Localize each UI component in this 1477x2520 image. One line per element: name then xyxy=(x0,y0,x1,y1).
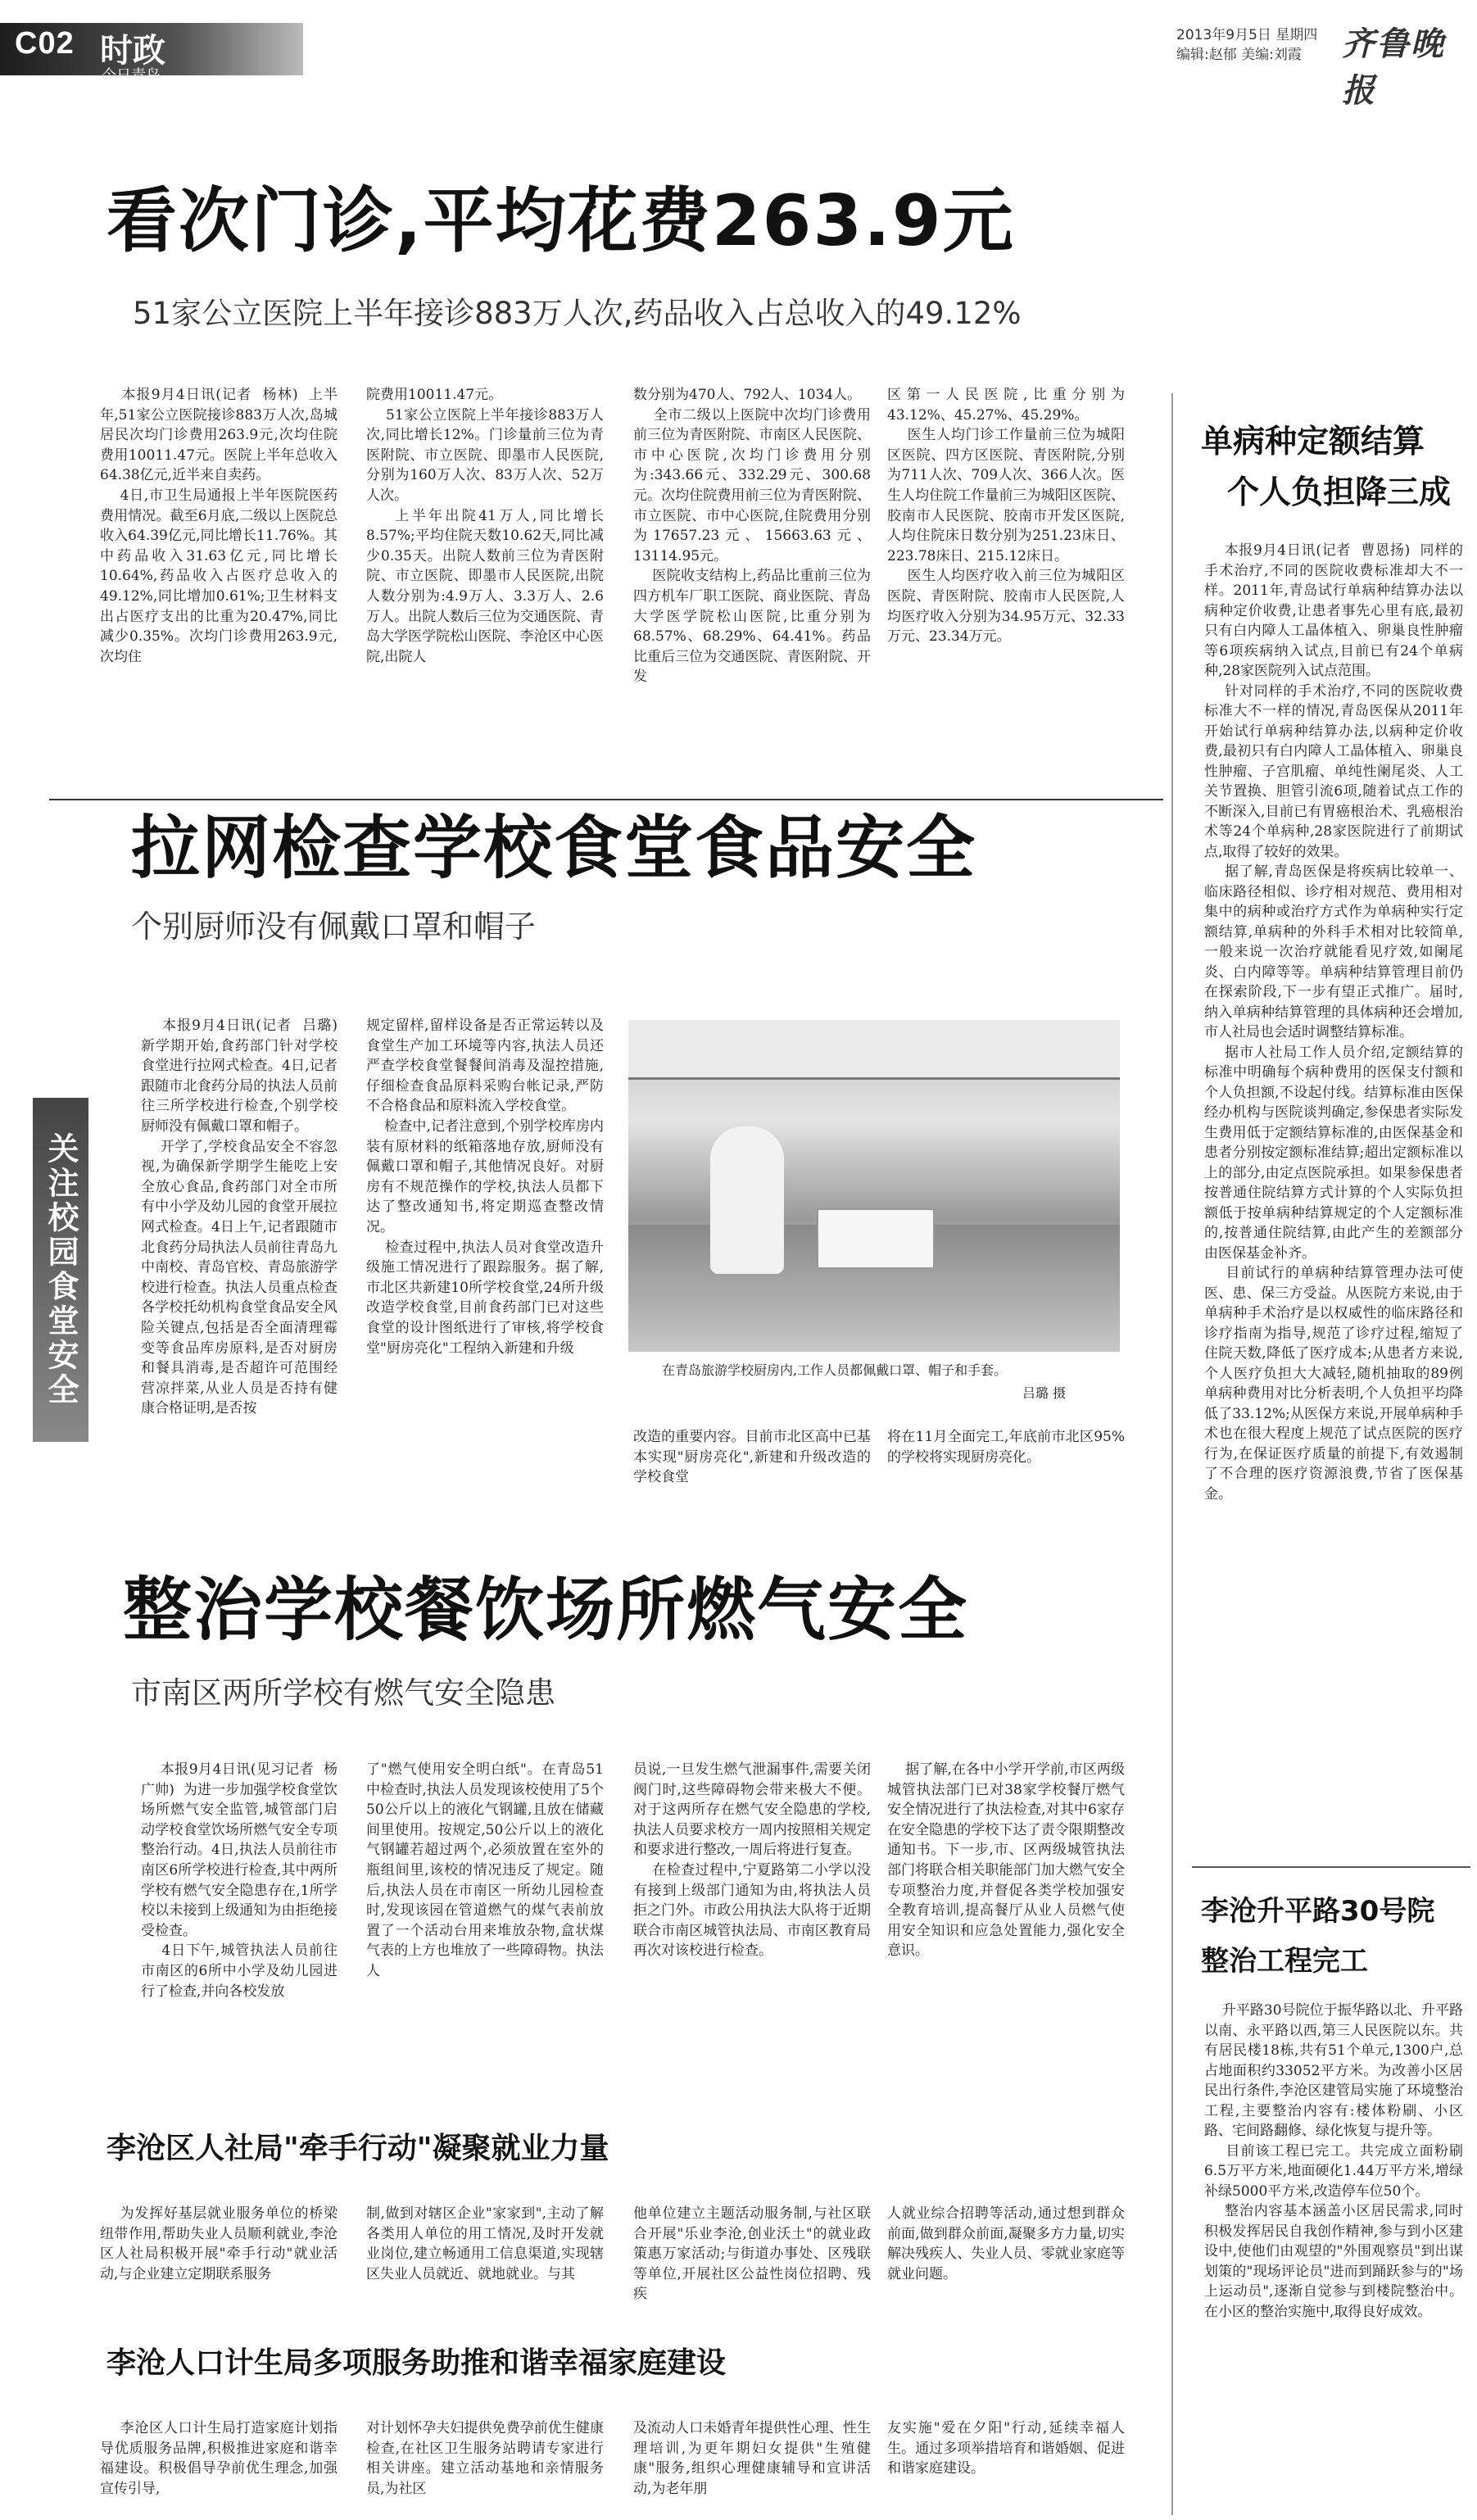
photo-caption: 在青岛旅游学校厨房内,工作人员都佩戴口罩、帽子和手套。 xyxy=(662,1362,1008,1378)
article5-col3: 及流动人口未婚青年提供性心理、性生理培训,为更年期妇女提供"生殖健康"服务,组织心理健康辅导和宣讲活动,为老年朋 xyxy=(633,2420,871,2497)
article1-subheadline: 51家公立医院上半年接诊883万人次,药品收入占总收入的49.12% xyxy=(133,296,1022,331)
editors: 编辑:赵郁 美编:刘霞 xyxy=(1176,47,1302,63)
photo-credit: 吕璐 摄 xyxy=(1022,1385,1067,1401)
divider xyxy=(49,799,1163,800)
article1-col3: 数分别为470人、792人、1034人。 全市二级以上医院中次均门诊费用前三位为青医附院、市南区人民医院、市中心医院,次均门诊费用分别为:343.66元、332.29元、300.68元。次均住院费用前三位为青医附院、市立医院、市中心医院,住院费用分别为17657.23元、15663.63元、13114.95元。 医院收支结构上,药品比重前三位为四方机车厂职工医院、商业医院、青岛大学医学院松山医院,比重分别为68.57%、68.29%、64.41%。药品比重后三位为交通医院、青医附院、开发 xyxy=(633,387,871,686)
article1-headline: 看次门诊,平均花费263.9元 xyxy=(106,180,1015,262)
right-column-rule xyxy=(1171,393,1173,2515)
article2-col1: 本报9月4日讯(记者 吕璐) 新学期开始,食药部门针对学校食堂进行拉网式检查。4日,记者跟随市北食药分局的执法人员前往三所学校进行检查,个别学校厨师没有佩戴口罩和帽子。 开学了,学校食品安全不容忽视,为确保新学期学生能吃上安全放心食品,食药部门对全市所有中小学及幼儿园的食堂开展拉网式检查。4日上午,记者跟随市北食药分局执法人员前往青岛九中南校、青岛官校、青岛旅游学校进行检查。执法人员重点检查各学校托幼机构食堂食品安全风险关键点,包括是否全面清理霉变等食品库房原料,是否对厨房和餐具消毒,是否超许可范围经营凉拌菜,从业人员是否持有健康合格证明,是否按 xyxy=(141,1018,338,1417)
section-name: 时政 xyxy=(100,32,165,70)
worker-figure xyxy=(710,1126,784,1274)
article5-col1: 李沧区人口计生局打造家庭计划指导优质服务品牌,积极推进家庭和谐幸福建设。积极倡导孕前优生理念,加强宣传引导, xyxy=(100,2420,338,2497)
article3-col1: 本报9月4日讯(见习记者 杨广帅) 为进一步加强学校食堂饮场所燃气安全监管,城管部门启动学校食堂饮场所燃气安全专项整治行动。4日,执法人员前往市南区6所学校进行检查,其中两所学校有燃气安全隐患存在,1所学校以未接到上级通知为由拒绝接受检查。 4日下午,城管执法人员前往市南区的6所中小学及幼儿园进行了检查,并向各校发放 xyxy=(141,1761,338,2000)
article2-subheadline: 个别厨师没有佩戴口罩和帽子 xyxy=(131,909,537,945)
subsection-name: 今日青岛 xyxy=(102,67,161,84)
article5-headline: 李沧人口计生局多项服务助推和谐幸福家庭建设 xyxy=(106,2346,727,2380)
article6-headline-line2: 个人负担降三成 xyxy=(1227,474,1452,511)
kitchen-window xyxy=(628,1020,1120,1080)
article4-headline: 李沧区人社局"牵手行动"凝聚就业力量 xyxy=(106,2132,609,2165)
article7-headline-line1: 李沧升平路30号院 xyxy=(1201,1895,1435,1928)
article7-body: 升平路30号院位于振华路以北、升平路以南、永平路以西,第三人民医院以东。共有居民楼18栋,共有51个单元,1300户,总占地面积约33052平方米。为改善小区居民出行条件,李沧区建管局实施了环境整治工程,主要整治内容有:楼体粉刷、小区路、宅间路翻修、绿化恢复与提升等。 目前该工程已完工。共完成立面粉刷6.5万平方米,地面硬化1.44万平方米,增绿补绿5000平方米,改造停车位50个。 整治内容基本涵盖小区居民需求,同时积极发挥居民自我创作精神,参与到小区建设中,使他们由观望的"外围观察员"到出谋划策的"现场评论员"进而到踊跃参与的"场上运动员",逐渐自觉参与到楼院整治中。在小区的整治实施中,取得良好成效。 xyxy=(1204,2002,1463,2320)
issue-date: 2013年9月5日 星期四 xyxy=(1176,27,1318,43)
article1-col4: 区第一人民医院,比重分别为43.12%、45.27%、45.29%。 医生人均门诊工作量前三位为城阳区医院、四方区医院、青医附院,分别为711人次、709人次、366人次。医生人均住院工作量前三为城阳区医院、胶南市人民医院、胶南市开发区医院,人均住院床日数分别为251.23床日、223.78床日、215.12床日。 医生人均医疗收入前三位为城阳区医院、青医附院、胶南市人民医院,人均医疗收入分别为34.95万元、32.33万元、23.34万元。 xyxy=(887,387,1125,646)
article5-col2: 对计划怀孕夫妇提供免费孕前优生健康检查,在社区卫生服务站聘请专家进行相关讲座。建立活动基地和亲情服务员,为社区 xyxy=(366,2420,604,2497)
article2-col2: 规定留样,留样设备是否正常运转以及食堂生产加工环境等内容,执法人员还严查学校食堂餐餐间消毒及湿控措施,仔细检查食品原料采购台帐记录,严防不合格食品和原料流入学校食堂。 检查中,记者注意到,个别学校库房内装有原材料的纸箱落地存放,厨师没有佩戴口罩和帽子,其他情况良好。对厨房有不规范操作的学校,执法人员都下达了整改通知书,将定期巡查整改情况。 检查过程中,执法人员对食堂改造升级施工情况进行了跟踪服务。据了解,市北区共新建10所学校食堂,24所升级改造学校食堂,目前食药部门已对这些食堂的设计图纸进行了审核,将学校食堂"厨房亮化"工程纳入新建和升级 xyxy=(366,1018,604,1357)
article3-col3: 员说,一旦发生燃气泄漏事件,需要关闭阀门时,这些障碍物会带来极大不便。对于这两所存在燃气安全隐患的学校,执法人员要求校方一周内按照相关规定和要求进行整改,一周后将进行复查。 在检查过程中,宁夏路第二小学以没有接到上级部门通知为由,将执法人员拒之门外。市政公用执法大队将于近期联合市南区城管执法局、市南区教育局再次对该校进行检查。 xyxy=(633,1761,871,1960)
article1-col2: 院费用10011.47元。 51家公立医院上半年接诊883万人次,同比增长12%。门诊量前三位为青医附院、市立医院、即墨市人民医院,分别为160万人次、83万人次、52万人次。 上半年出院41万人,同比增长8.57%;平均住院天数10.62天,同比减少0.35天。出院人数前三位为青医附院、市立医院、即墨市人民医院,出院人数分别为:4.9万人、3.3万人、2.6万人。出院人数后三位为交通医院、青岛大学医学院松山医院、李沧区中心医院,出院人 xyxy=(366,387,604,665)
article3-headline: 整治学校餐饮场所燃气安全 xyxy=(123,1570,969,1650)
side-label: 关注校园食堂安全 xyxy=(43,1132,79,1407)
article5-col4: 友实施"爱在夕阳"行动,延续幸福人生。通过多项举措培育和谐婚姻、促进和谐家庭建设。 xyxy=(887,2420,1125,2477)
right-divider xyxy=(1192,1866,1470,1868)
article6-body: 本报9月4日讯(记者 曹恩扬) 同样的手术治疗,不同的医院收费标准却大不一样。2011年,青岛试行单病种结算办法以病种定价收费,让患者事先心里有底,最初只有白内障人工晶体植入、卵巢良性肿瘤等6项疾病纳入试点,目前已有24个单病种,28家医院列入试点范围。 针对同样的手术治疗,不同的医院收费标准大不一样的情况,青岛医保从2011年开始试行单病种结算办法,以病种定价收费,最初只有白内障人工晶体植入、卵巢良性肿瘤、子宫肌瘤、单纯性阑尾炎、人工关节置换、胆管引流6项,随着试点工作的不断深入,目前已有胃癌根治术、乳癌根治术等24个单病种,28家医院进行了前期试点,取得了较好的效果。 据了解,青岛医保是将疾病比较单一、临床路径相似、诊疗相对规范、费用相对集中的病种或治疗方式作为单病种实行定额结算,单病种的外科手术相对比较简单,一般来说一次治疗就能看见疗效,如阑尾炎、白内障等等。单病种结算管理目前仍在探索阶段,下一步有望正式推广。届时,纳入单病种结算管理的具体病种还会增加,市人社局也会适时调整结算标准。 据市人社局工作人员介绍,定额结算的标准中明确每个病种费用的医保支付额和个人负担额,不设起付线。结算标准由医保经办机构与医院谈判确定,参保患者实际发生费用低于定额结算标准的,由医保基金和患者分别按定额标准结算;超出定额标准以上的部分,由定点医院承担。如果参保患者按普通住院结算方式计算的个人实际负担额低于按单病种结算规定的个人定额标准的,按普通住院结算,由此产生的差额部分由医保基金补齐。 目前试行的单病种结算管理办法可使医、患、保三方受益。从医院方来说,由于单病种手术治疗是以权威性的临床路径和诊疗指南为指导,规范了诊疗过程,缩短了住院天数,降低了医疗成本;从患者方来说,个人医疗负担大大减轻,随机抽取的89例单病种费用对比分析表明,个人负担平均降低了33.12%;从医保方来说,开展单病种手术也在很大程度上规范了试点医院的医疗行为,在保证医疗质量的前提下,有效遏制了不合理的医疗资源浪费,节省了医保基金。 xyxy=(1204,542,1464,1502)
article3-col4: 据了解,在各中小学开学前,市区两级城管执法部门已对38家学校餐厅燃气安全情况进行了执法检查,对其中6家存在安全隐患的学校下达了责令限期整改通知书。下一步,市、区两级城管执法部门将联合相关职能部门加大燃气安全专项整治力度,并督促各类学校加强安全教育培训,提高餐厅从业人员燃气使用安全知识和应急处置能力,强化安全意识。 xyxy=(887,1761,1125,1960)
article4-col1: 为发挥好基层就业服务单位的桥梁纽带作用,帮助失业人员顺利就业,李沧区人社局积极开展"牵手行动"就业活动,与企业建立定期联系服务 xyxy=(100,2205,338,2282)
article2-headline: 拉网检查学校食堂食品安全 xyxy=(131,808,977,888)
article2-col4: 将在11月全面完工,年底前市北区95%的学校将实现厨房亮化。 xyxy=(887,1429,1125,1466)
newspaper-logo: 齐鲁晚报 xyxy=(1342,25,1445,110)
food-boxes xyxy=(817,1208,935,1269)
article7-headline-line2: 整治工程完工 xyxy=(1201,1945,1368,1978)
article1-col1: 本报9月4日讯(记者 杨林) 上半年,51家公立医院接诊883万人次,岛城居民次均门诊费用263.9元,次均住院费用10011.47元。医院上半年总收入64.38亿元,近半来自卖药。 4日,市卫生局通报上半年医院医药费用情况。截至6月底,二级以上医院总收入64.39亿元,同比增长11.76%。其中药品收入31.63亿元,同比增长10.64%,药品收入占医疗总收入的49.12%,同比增加0.61%;卫生材料支出占医疗支出的比重为20.47%,同比减少0.35%。次均门诊费用263.9元,次均住 xyxy=(100,387,338,665)
masthead xyxy=(0,0,1477,110)
article4-col4: 人就业综合招聘等活动,通过想到群众前面,做到群众前面,凝聚多方力量,切实解决残疾人、失业人员、零就业家庭等就业问题。 xyxy=(887,2205,1125,2282)
article3-subheadline: 市南区两所学校有燃气安全隐患 xyxy=(131,1675,555,1711)
page-code: C02 xyxy=(15,26,75,61)
kitchen-photo xyxy=(628,1020,1120,1352)
article2-col3: 改造的重要内容。目前市北区高中已基本实现"厨房亮化",新建和升级改造的学校食堂 xyxy=(633,1429,871,1486)
article3-col2: 了"燃气使用安全明白纸"。在青岛51中检查时,执法人员发现该校使用了5个50公斤以上的液化气钢罐,且放在储藏间里使用。按规定,50公斤以上的液化气钢罐若超过两个,必须放置在室外的瓶组间里,该校的情况违反了规定。随后,执法人员在市南区一所幼儿园检查时,发现该园在管道燃气的煤气表前放置了一个活动台用来堆放杂物,盒状煤气表的上方也堆放了一些障碍物。执法人 xyxy=(366,1761,604,1979)
article4-col3: 他单位建立主题活动服务制,与社区联合开展"乐业李沧,创业沃土"的就业政策惠万家活动;与街道办事处、区残联等单位,开展社区公益性岗位招聘、残疾 xyxy=(633,2205,871,2303)
article6-headline-line1: 单病种定额结算 xyxy=(1201,424,1425,460)
article4-col2: 制,做到对辖区企业"家家到",主动了解各类用人单位的用工情况,及时开发就业岗位,建立畅通用工信息渠道,实现辖区失业人员就近、就地就业。与其 xyxy=(366,2205,604,2282)
side-label-box xyxy=(33,1098,88,1442)
